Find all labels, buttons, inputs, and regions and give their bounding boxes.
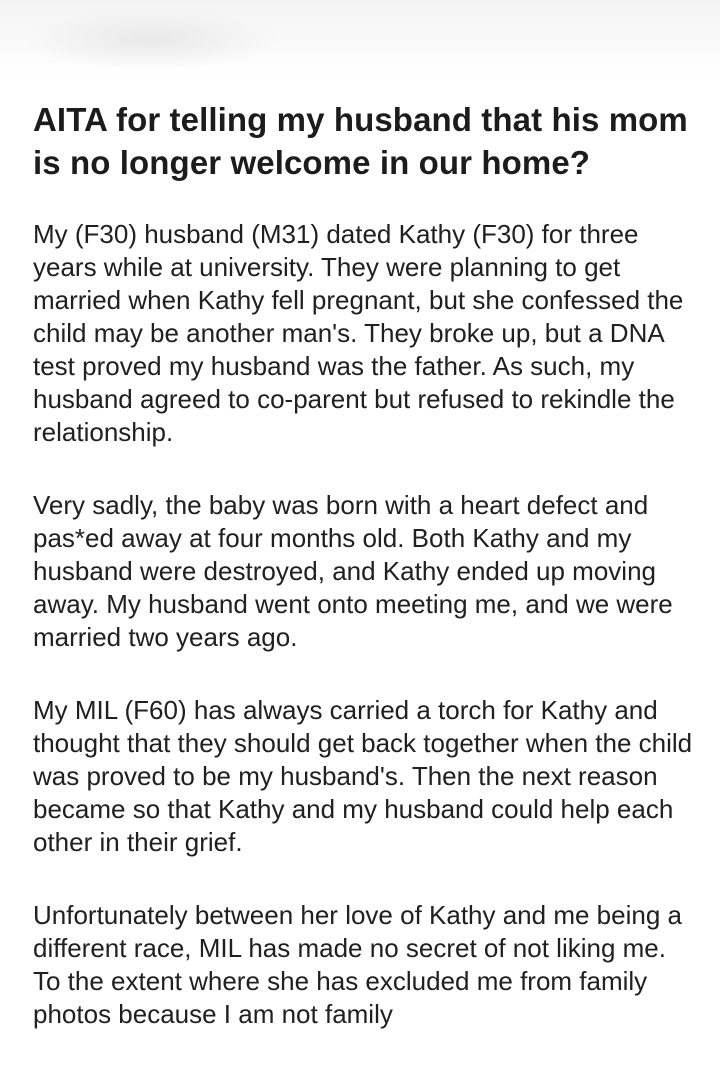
post-title: AITA for telling my husband that his mom is no longer welcome in our home?: [33, 101, 688, 181]
post-article: [33, 98, 693, 1071]
post-paragraph-3: My MIL (F60) has always carried a torch for Kathy and thought that they should get back together when the child was proved to be my husband's. Then the next reason became so that Kathy and my husband could help each other in their grief.: [33, 695, 693, 857]
post-body: [33, 218, 693, 1031]
blurred-header-content: [20, 10, 280, 70]
top-blurred-header: [0, 0, 720, 78]
post-paragraph-4: Unfortunately between her love of Kathy and me being a different race, MIL has made no secret of not liking me. To the extent where she has excluded me from family photos because I am not family: [33, 900, 682, 1029]
post-paragraph-2: Very sadly, the baby was born with a heart defect and pas*ed away at four months old. Both Kathy and my husband were destroyed, and Kathy ended up moving away. My husband went onto meeting me, and we were married two years ago.: [33, 490, 673, 652]
post-paragraph-1: My (F30) husband (M31) dated Kathy (F30) for three years while at university. They were planning to get married when Kathy fell pregnant, but she confessed the child may be another man's. They broke up, but a DNA test proved my husband was the father. As such, my husband agreed to co-parent but refused to rekindle the relationship.: [33, 219, 684, 447]
